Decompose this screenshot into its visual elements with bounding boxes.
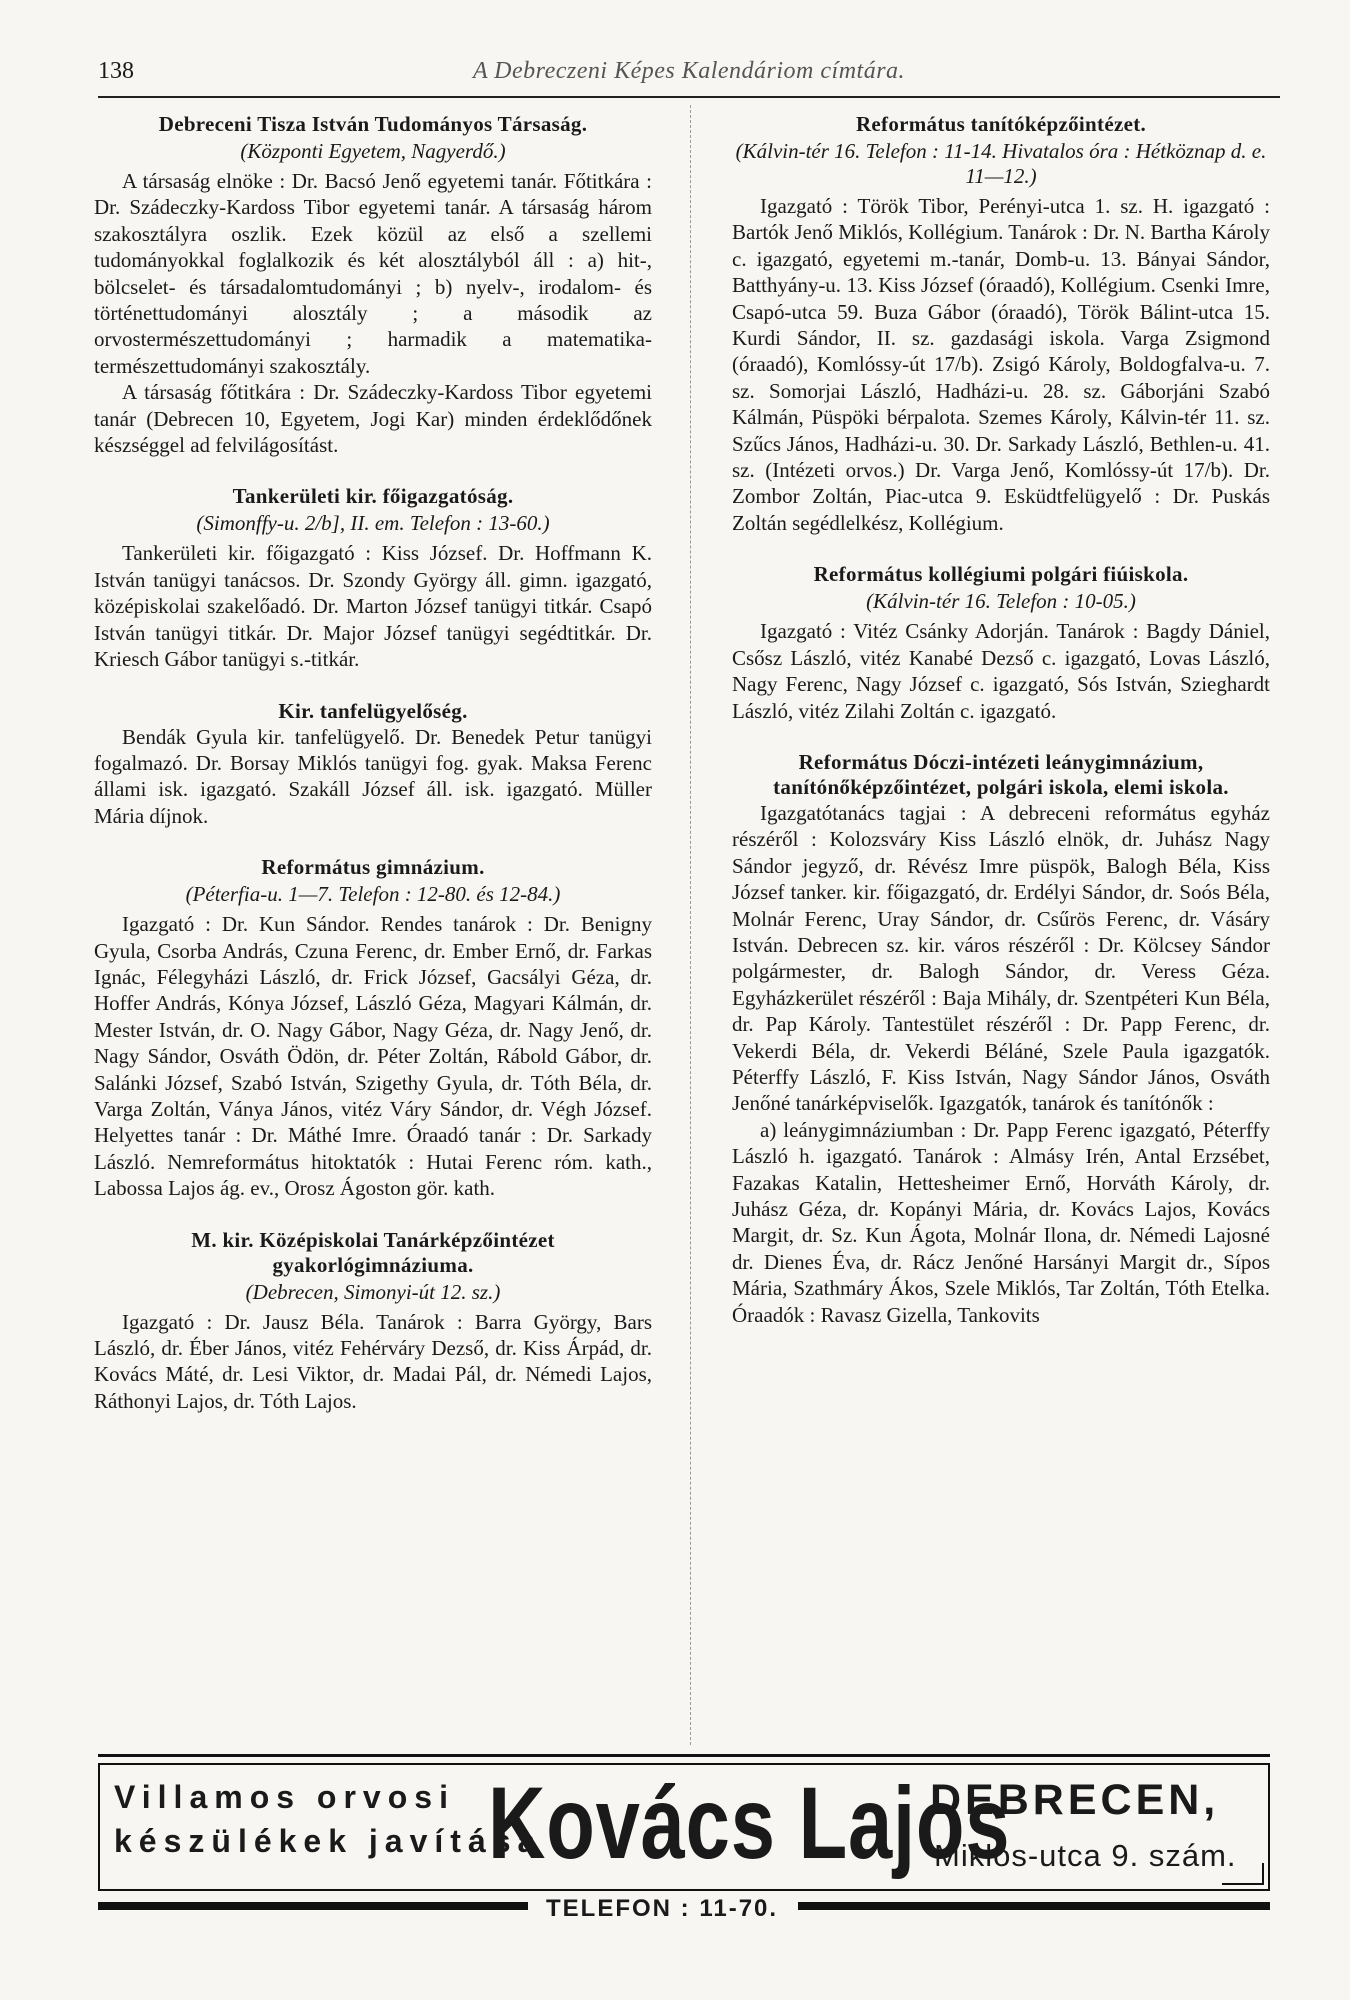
section-title: M. kir. Középiskolai Tanárképzőintézet gyakorlógimnáziuma. [191,1227,555,1277]
ad-city: DEBRECEN, [930,1776,1220,1824]
section-paragraph: Igazgató : Dr. Kun Sándor. Rendes tanárok : Dr. Benigny Gyula, Csorba András, Czuna Ferenc, dr. Ember Ernő, dr. Farkas Ignác, Félegyházi László, dr. Frick József, Gacsályi Géza, dr. Hoffer András, Kónya József, László Géza, Magyari Kálmán, dr. Mester István, dr. O. Nagy Gábor, Nagy Géza, dr. Nagy Jenő, dr. Nagy Sándor, Osváth Ödön, dr. Péter Zoltán, Rábold Gábor, dr. Salánki József, Szabó István, Szigethy Gyula, dr. Tóth Béla, dr. Varga Zoltán, Ványa János, vitéz Váry Sándor, dr. Végh József. Helyettes tanár : Dr. Máthé Imre. Óraadó tanár : Dr. Sarkady László. Nemreformátus hitoktatók : Hutai Ferenc róm. kath., Labossa Lajos ág. ev., Orosz Ágoston gör. kath. [94,912,652,1201]
section-paragraph: a) leánygimnáziumban : Dr. Papp Ferenc igazgató, Péterffy László h. igazgató. Tanárok : Almásy Irén, Antal Erzsébet, Fazakas Katalin, Hettesheimer Ernő, Horváth Károly, dr. Juhász Géza, dr. Kopányi Mária, dr. Kovács Lajos, Kovács Margit, dr. Sz. Kun Ágota, Molnár Ilona, dr. Némedi Lajosné dr. Dienes Éva, dr. Rácz Jenőné Harsányi Margit dr., Sípos Mária, Szathmáry Ákos, Szele Miklós, Tar Zoltán, Tóth Etelka. Óraadók : Ravasz Gizella, Tankovits [732,1117,1270,1327]
section-subtitle: (Kálvin-tér 16. Telefon : 10-05.) [866,589,1136,614]
section-doczi-intezet [732,750,1270,1328]
section-paragraph: Igazgató : Török Tibor, Perényi-utca 1. sz. H. igazgató : Bartók Jenő Miklós, Kollégium. Tanárok : Dr. N. Bartha Károly c. igazgató, egyetemi m.-tanár, Domb-u. 13. Bányai Sándor, Batthyány-u. 13. Kiss József (óraadó), Kollégium. Csenki Imre, Csapó-utca 59. Buza Gábor (óraadó), Török Bálint-utca 15. Kurdi Sándor, II. sz. gazdasági iskola. Varga Zsigmond (óraadó), Komlóssy-út 17/b). Zsigó Károly, Boldogfalva-u. 7. sz. Somorjai László, Hadházi-u. 28. sz. Gáborjáni Szabó Kálmán, Püspöki bérpalota. Szemes Károly, Kálvin-tér 11. sz. Szűcs János, Hadházi-u. 30. Dr. Sarkady László, Bethlen-u. 41. sz. (Intézeti orvos.) Dr. Varga Jenő, Komlóssy-út 17/b). Dr. Zombor Zoltán, Piac-utca 9. Esküdtfelügyelő : Dr. Puskás Zoltán segédlelkész, Kollégium. [732,194,1270,535]
section-subtitle: (Központi Egyetem, Nagyerdő.) [240,139,506,163]
section-subtitle: (Debrecen, Simonyi-út 12. sz.) [245,1279,501,1304]
section-title: Tankerületi kir. főigazgatóság. [232,484,514,509]
section-title: Református tanítóképzőintézet. [855,112,1147,136]
section-paragraph: Igazgató : Dr. Jausz Béla. Tanárok : Barra György, Bars László, dr. Éber János, vitéz Fehérváry Dezső, dr. Kiss Árpád, dr. Kovács Máté, dr. Lesi Viktor, dr. Madai Pál, dr. Némedi Lajos, Ráthonyi Lajos, dr. Tóth Lajos. [94,1309,652,1413]
ad-service-line2: készülékek javítása [114,1823,543,1859]
ad-frame [98,1763,1270,1891]
section-title: Református Dóczi-intézeti leánygimnázium, tanítónőképzőintézet, polgári iskola, elemi iskola. [773,749,1229,799]
section-tanarkepzo-gyakorlo [94,1228,652,1415]
section-subtitle: (Simonffy-u. 2/b], II. em. Telefon : 13-60.) [196,511,550,536]
section-tankeruleti [94,484,652,672]
section-title: Református gimnázium. [261,855,485,880]
running-title: A Debreczeni Képes Kalendáriom címtára. [472,58,906,84]
ad-corner-mark [1222,1863,1264,1885]
section-paragraph: A társaság főtitkára : Dr. Szádeczky-Kardoss Tibor egyetemi tanár (Debrecen 10, Egyetem, Jogi Kar) minden érdeklődőnek készséggel ad felvilágosítást. [94,380,652,458]
section-title: Debreceni Tisza István Tudományos Társaság. [158,112,588,136]
ad-company-name: Kovács Lajos [488,1766,1011,1880]
ad-service-line1: Villamos orvosi [114,1779,455,1815]
ad-street: Miklós-utca 9. szám. [934,1838,1237,1873]
advertisement [98,1754,1270,1922]
section-polgari-fiuiskola [732,562,1270,724]
section-paragraph: Bendák Gyula kir. tanfelügyelő. Dr. Benedek Petur tanügyi fogalmazó. Dr. Borsay Miklós tanügyi fog. gyak. Maksa Ferenc állami isk. igazgató. Szakáll József áll. isk. igazgató. Müller Mária díjnok. [94,724,652,828]
column-divider [690,105,691,1745]
ad-bar-left [98,1902,528,1910]
ad-bar-right [798,1902,1270,1910]
section-subtitle: (Kálvin-tér 16. Telefon : 11-14. Hivatalos óra : Hétköznap d. e. 11—12.) [735,139,1267,188]
right-column [732,112,1270,1354]
section-paragraph: Tankerületi kir. főigazgató : Kiss József. Dr. Hoffmann K. István tanügyi tanácsos. Dr. Szondy György áll. gimn. igazgató, középiskolai szakelőadó. Dr. Marton József tanügyi titkár. Csapó István tanügyi titkár. Dr. Major József tanügyi segédtitkár. Dr. Kriesch Gábor tanügyi s.-titkár. [94,541,652,672]
section-tanitokepzo [732,112,1270,536]
section-paragraph: Igazgató : Vitéz Csánky Adorján. Tanárok : Bagdy Dániel, Csősz László, vitéz Kanabé Dezső c. igazgató, Lovas László, Nagy Ferenc, Nagy József c. igazgató, Sós István, Szieghardt László, vitéz Zilahi Zoltán c. igazgató. [732,619,1270,723]
page-number: 138 [98,58,134,84]
section-title: Református kollégiumi polgári fiúiskola. [813,562,1189,587]
section-paragraph: A társaság elnöke : Dr. Bacsó Jenő egyetemi tanár. Főtitkára : Dr. Szádeczky-Kardoss Tibor egyetemi tanár. A társaság három szakosztályra oszlik. Ezek közül az első a szellemi tudományokkal foglalkozik és két alosztályból áll : a) hit-, bölcselet- és társadalomtudományi ; b) nyelv-, irodalom- és történettudományi alosztály ; a második az orvostermészettudományi ; harmadik a matematika-természettudományi szakosztály. [94,169,652,378]
section-tisza-tarsasag [94,112,652,458]
section-paragraph: Igazgatótanács tagjai : A debreceni református egyház részéről : Kolozsváry Kiss László elnök, dr. Juhász Nagy Sándor jegyző, dr. Révész Imre püspök, Balogh Béla, Kiss József tanker. kir. főigazgató, dr. Erdélyi Sándor, dr. Soós Béla, Molnár Ferenc, Uray Sándor, dr. Csűrös Ferenc, dr. Vásáry István. Debrecen sz. kir. város részéről : Dr. Kölcsey Sándor polgármester, dr. Balogh Sándor, dr. Veress Géza. Egyházkerület részéről : Baja Mihály, dr. Szentpéteri Kun Béla, dr. Pap Károly. Tantestület részéről : Dr. Papp Ferenc, dr. Vekerdi Béla, dr. Vekerdi Béláné, Szele Paula igazgatók. Péterffy László, F. Kiss István, Nagy Sándor János, Osváth Jenőné tanárképviselők. Igazgatók, tanárok és tanítónők : [732,800,1270,1116]
section-title: Kir. tanfelügyelőség. [278,698,468,723]
header-rule [98,96,1280,98]
left-column [94,112,652,1440]
page-header [98,58,1280,98]
ad-service [114,1775,542,1863]
section-subtitle: (Péterfia-u. 1—7. Telefon : 12-80. és 12-84.) [185,882,561,907]
ad-phone: TELEFON : 11-70. [538,1895,786,1923]
section-ref-gimnazium [94,855,652,1201]
section-tanfelugyeloseg [94,699,652,830]
